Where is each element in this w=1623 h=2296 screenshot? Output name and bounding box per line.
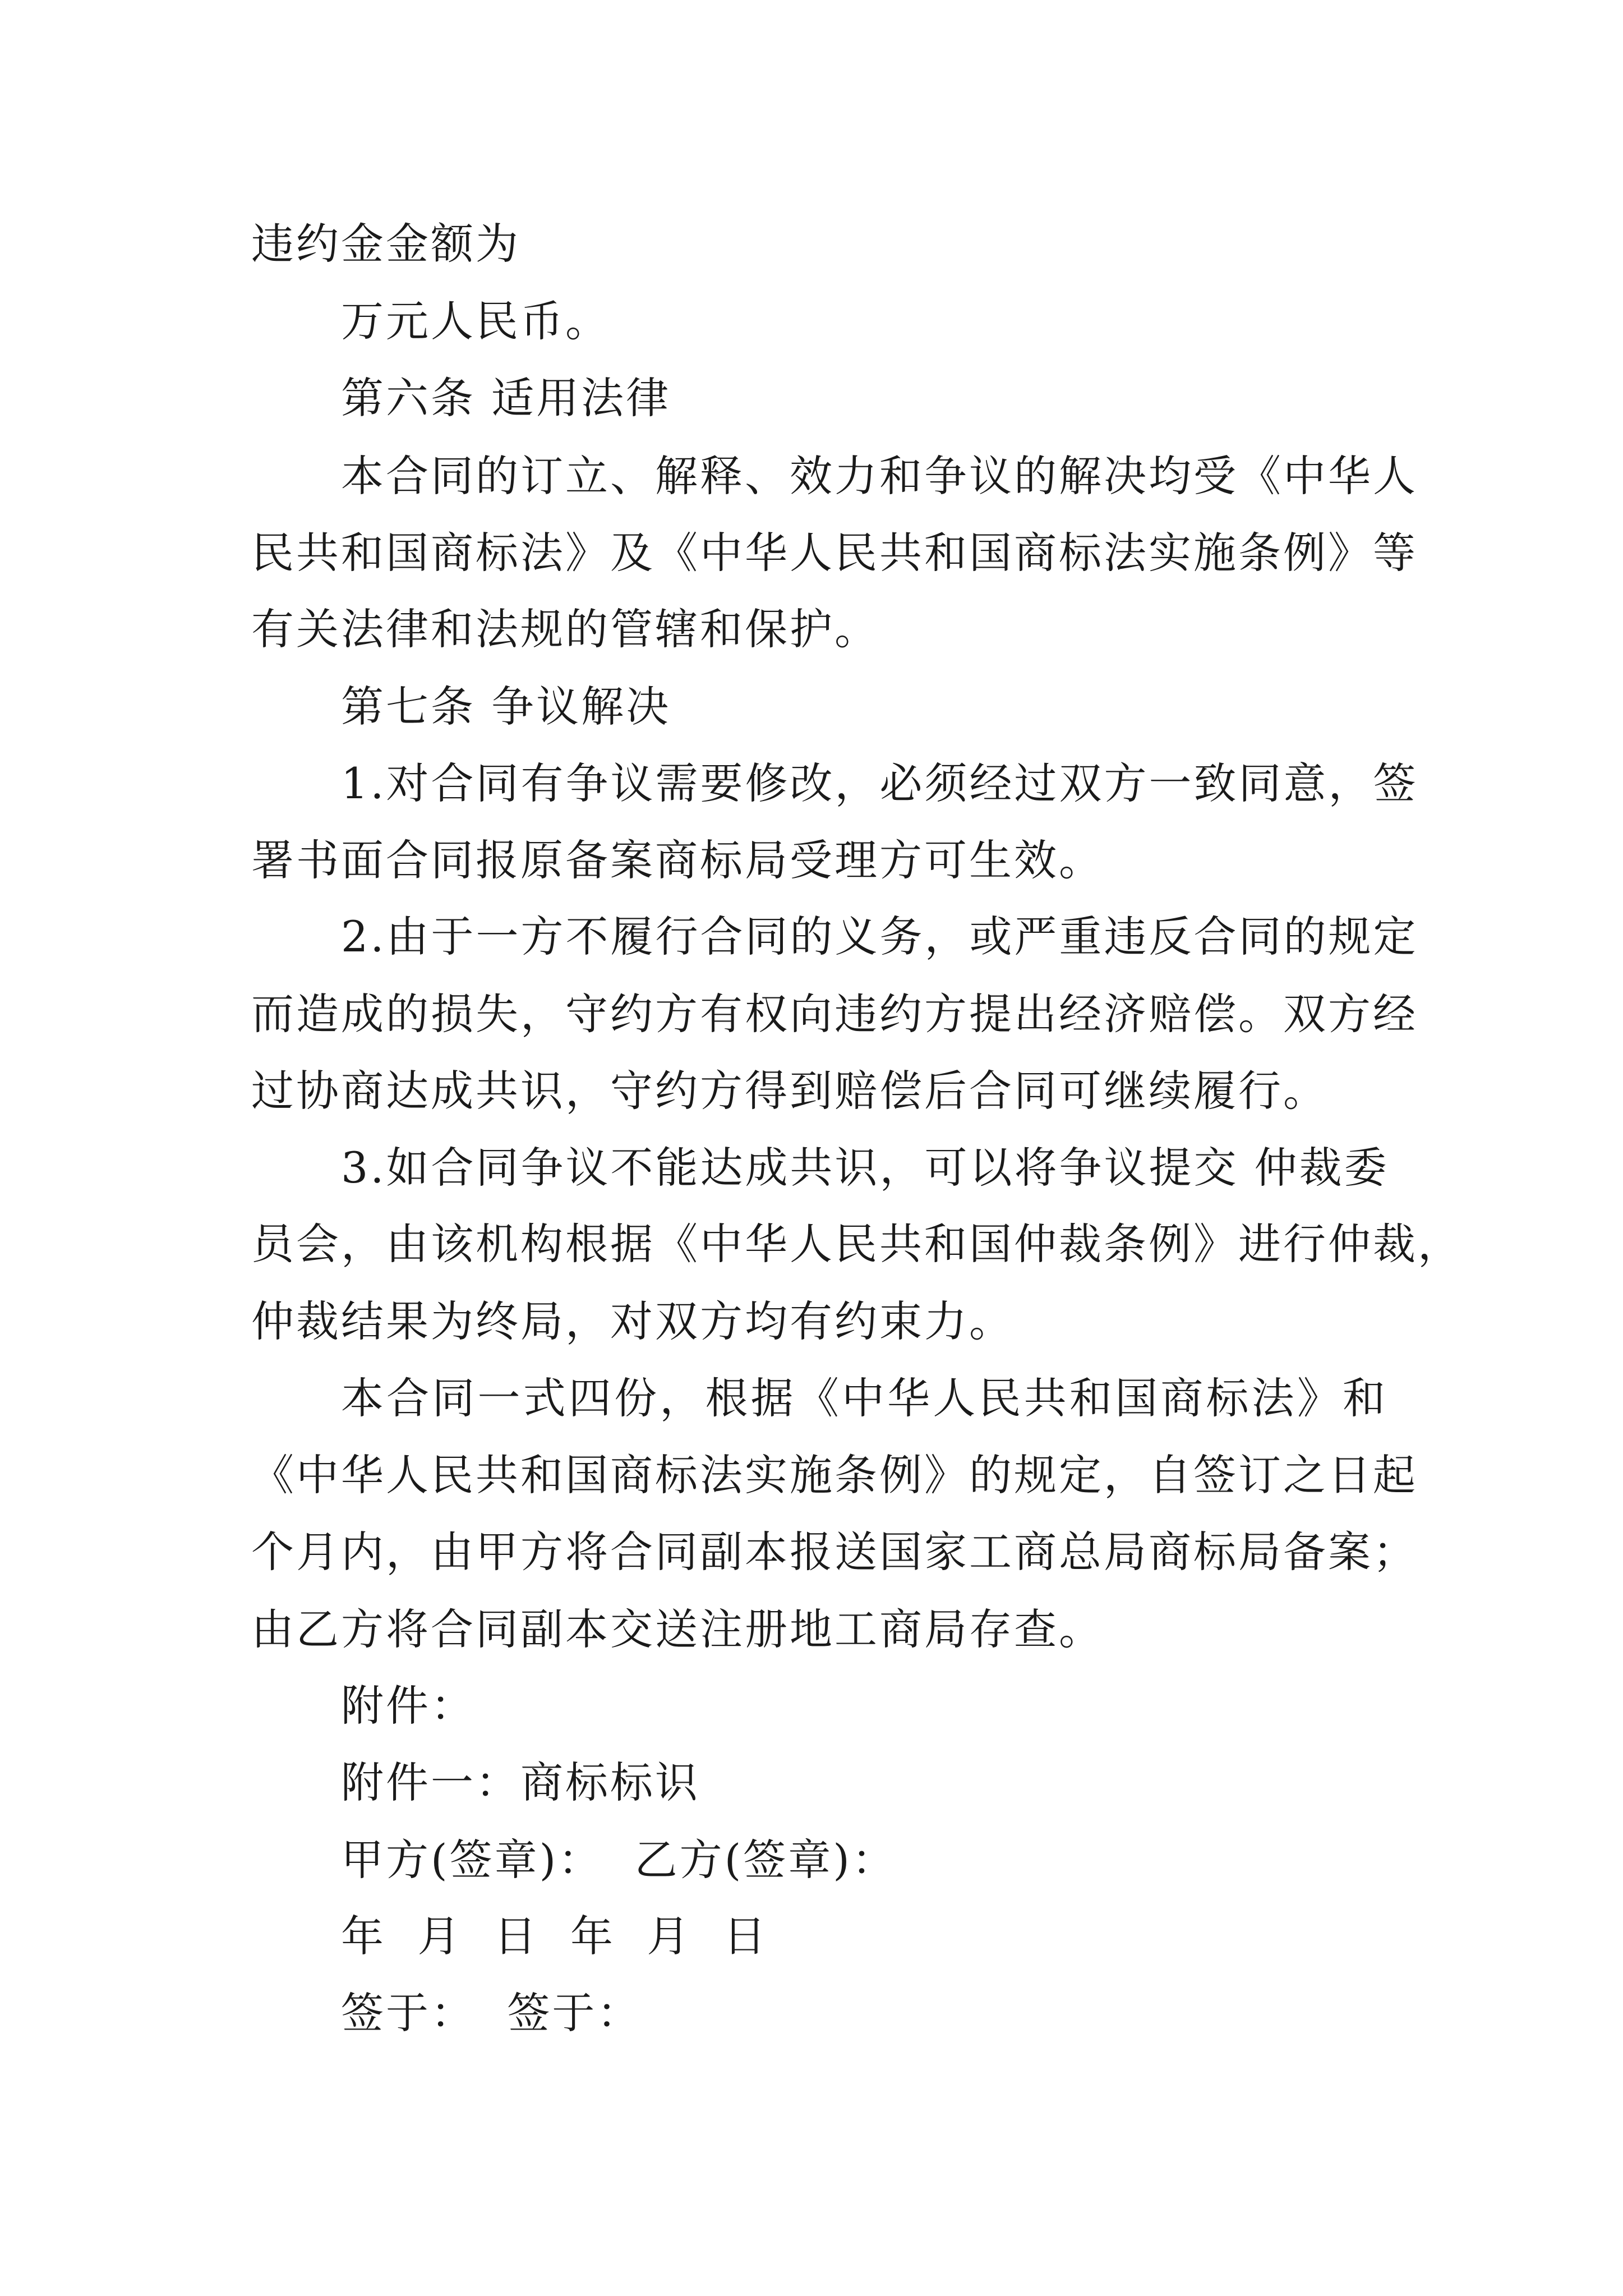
text-line: 署书面合同报原备案商标局受理方可生效。: [251, 835, 1104, 885]
text-line: 民共和国商标法》及《中华人民共和国商标法实施条例》等: [251, 528, 1418, 578]
text-line: 《中华人民共和国商标法实施条例》的规定，自签订之日起: [251, 1450, 1418, 1500]
signature-line: 甲方(签章)： 乙方(签章)：: [341, 1835, 897, 1885]
text-line: 1.对合同有争议需要修改，必须经过双方一致同意，签: [341, 758, 1418, 808]
text-line: 2.由于一方不履行合同的义务，或严重违反合同的规定: [341, 912, 1418, 961]
text-line: 违约金金额为: [251, 219, 520, 269]
text-line: 附件：: [341, 1681, 476, 1731]
text-line: 过协商达成共识，守约方得到赔偿后合同可继续履行。: [251, 1066, 1328, 1116]
signed-at-line: 签于： 签于：: [341, 1988, 642, 2038]
text-line: 仲裁结果为终局，对双方均有约束力。: [251, 1296, 1014, 1346]
date-line: 年 月 日 年 月 日: [341, 1911, 768, 1961]
text-line: 附件一：商标标识: [341, 1757, 700, 1807]
text-line: 员会，由该机构根据《中华人民共和国仲裁条例》进行仲裁，: [251, 1219, 1463, 1269]
section-heading: 第七条 争议解决: [341, 682, 671, 731]
text-line: 万元人民币。: [341, 296, 610, 346]
text-line: 有关法律和法规的管辖和保护。: [251, 604, 879, 654]
text-line: 个月内，由甲方将合同副本报送国家工商总局商标局备案；: [251, 1527, 1418, 1577]
text-line: 由乙方将合同副本交送注册地工商局存查。: [251, 1604, 1104, 1654]
section-heading: 第六条 适用法律: [341, 373, 671, 423]
text-line: 3.如合同争议不能达成共识，可以将争议提交 仲裁委: [341, 1143, 1389, 1193]
text-line: 而造成的损失，守约方有权向违约方提出经济赔偿。双方经: [251, 989, 1418, 1039]
text-line: 本合同一式四份，根据《中华人民共和国商标法》和: [341, 1373, 1387, 1423]
text-line: 本合同的订立、解释、效力和争议的解决均受《中华人: [341, 451, 1418, 501]
